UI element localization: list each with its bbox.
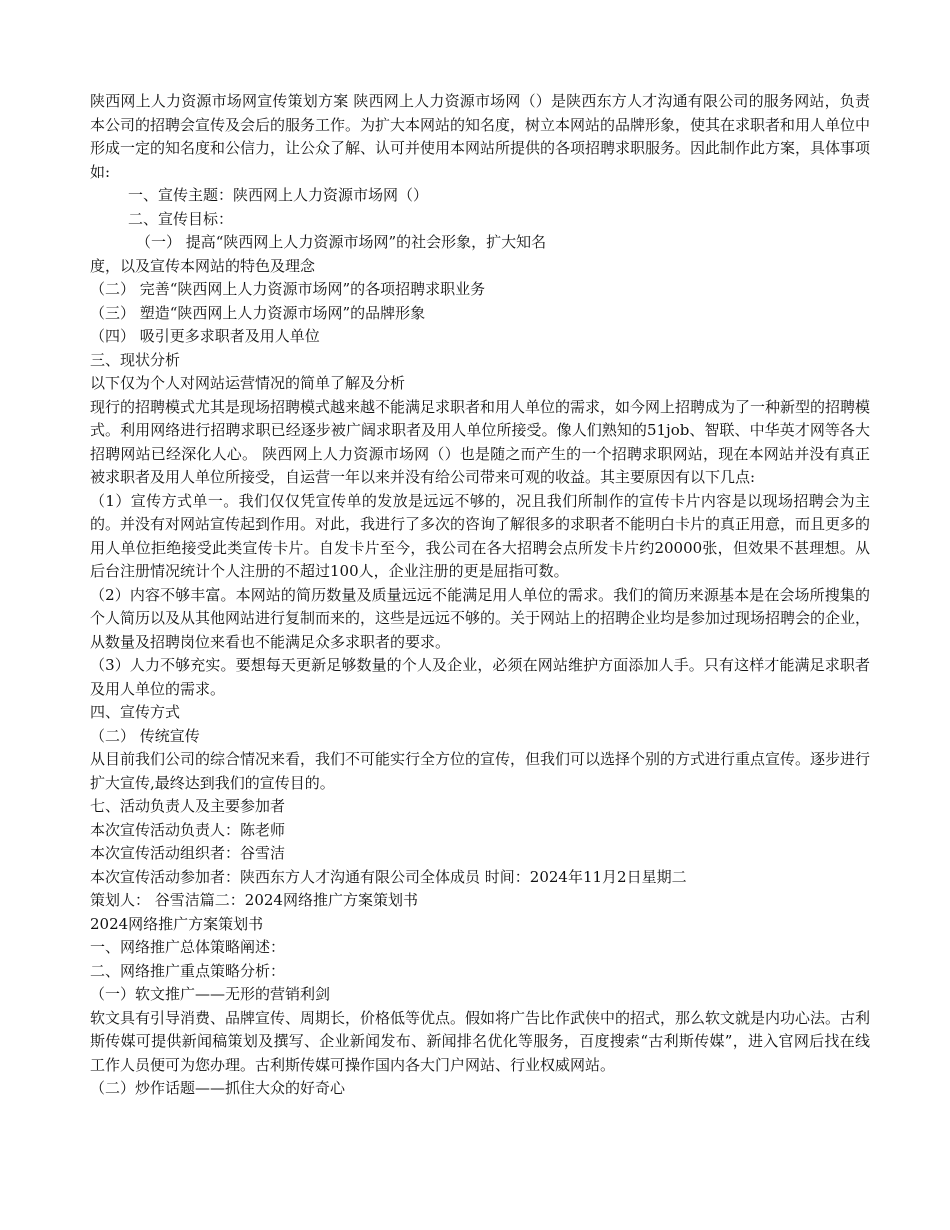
intro-paragraph: 陕西网上人力资源市场网宣传策划方案 陕西网上人力资源市场网（）是陕西东方人才沟通有限公司的服务网站，负责本公司的招聘会宣传及会后的服务工作。为扩大本网站的知名度，树立本网站的品牌形象，使其在求职者和用人单位中形成一定的知名度和公信力，让公众了解、认可并使用本网站所提供的各项招聘求职服务。因此制作此方案，具体事项如: (90, 92, 871, 181)
goal-item-1: （一） 提高“陕西网上人力资源市场网”的社会形象，扩大知名 (136, 233, 547, 251)
document-page (90, 90, 870, 1101)
reason-1: （1）宣传方式单一。我们仅仅凭宣传单的发放是远远不够的，况且我们所制作的宣传卡片内容是以现场招聘会为主的。并没有对网站宣传起到作用。对此，我进行了多次的咨询了解很多的求职者不能明白卡片的真正用意，而且更多的用人单位拒绝接受此类宣传卡片。自发卡片至今，我公司在各大招聘会点所发卡片约20000张，但效果不甚理想。从后台注册情况统计个人注册的不超过100人，企业注册的更是屈指可数。 (90, 491, 871, 580)
net-strategy-2: 二、网络推广重点策略分析： (90, 961, 286, 980)
soft-heading: （一）软文推广——无形的营销利剑 (90, 985, 331, 1003)
theme-heading: 一、宣传主题：陕西网上人力资源市场网（） (128, 186, 429, 204)
reason-2: （2）内容不够丰富。本网站的简历数量及质量远远不能满足用人单位的需求。我们的简历来源基本是在会场所搜集的个人简历以及从其他网站进行复制而来的，这些是远远不够的。关于网站上的招聘企业均是参加过现场招聘会的企业，从数量及招聘岗位来看也不能满足众多求职者的要求。 (90, 585, 871, 651)
participants-line: 本次宣传活动参加者：陕西东方人才沟通有限公司全体成员 时间：2024年11月2日星期二 (90, 867, 687, 886)
method-subheading: （二） 传统宣传 (90, 726, 200, 745)
goal-heading: 二、宣传目标： (128, 209, 234, 228)
doc2-title: 2024网络推广方案策划书 (90, 914, 264, 933)
organizer-line: 本次宣传活动组织者：谷雪洁 (90, 844, 286, 862)
goal-item-1-cont: 度，以及宣传本网站的特色及理念 (90, 256, 316, 275)
status-note: 以下仅为个人对网站运营情况的简单了解及分析 (90, 374, 406, 392)
reason-3: （3）人力不够充实。要想每天更新足够数量的个人及企业，必须在网站维护方面添加人手。只有这样才能满足求职者及用人单位的需求。 (90, 656, 870, 698)
status-heading: 三、现状分析 (90, 350, 181, 369)
hype-heading: （二）炒作话题——抓住大众的好奇心 (90, 1079, 346, 1097)
method-paragraph: 从目前我们公司的综合情况来看，我们不可能实行全方位的宣传，但我们可以选择个别的方式进行重点宣传。逐步进行扩大宣传,最终达到我们的宣传目的。 (90, 750, 871, 792)
goal-item-2: （二） 完善“陕西网上人力资源市场网”的各项招聘求职业务 (90, 280, 486, 298)
soft-paragraph: 软文具有引导消费、品牌宣传、周期长，价格低等优点。假如将广告比作武侠中的招式，那么软文就是内功心法。古利斯传媒可提供新闻稿策划及撰写、企业新闻发布、新闻排名优化等服务，百度搜索“古利斯传媒”，进入官网后找在线工作人员便可为您办理。古利斯传媒可操作国内各大门户网站、行业权威网站。 (90, 1008, 871, 1074)
goal-item-3: （三） 塑造“陕西网上人力资源市场网”的品牌形象 (90, 303, 426, 322)
status-paragraph: 现行的招聘模式尤其是现场招聘模式越来越不能满足求职者和用人单位的需求，如今网上招聘成为了一种新型的招聘模式。利用网络进行招聘求职已经逐步被广阔求职者及用人单位所接受。像人们熟知的51job、智联、中华英才网等各大招聘网站已经深化人心。 陕西网上人力资源市场网（）也是随之而产生的一个招聘求职网站，现在本网站并没有真正被求职者及用人单位所接受，自运营一年以来并没有给公司带来可观的收益。其主要原因有以下几点: (90, 397, 871, 486)
method-heading: 四、宣传方式 (90, 703, 181, 721)
planner-line: 策划人： 谷雪洁篇二：2024网络推广方案策划书 (90, 891, 418, 909)
net-strategy-1: 一、网络推广总体策略阐述： (90, 938, 286, 956)
people-heading: 七、活动负责人及主要参加者 (90, 797, 286, 815)
goal-item-4: （四） 吸引更多求职者及用人单位 (90, 327, 320, 345)
leader-line: 本次宣传活动负责人：陈老师 (90, 820, 286, 839)
